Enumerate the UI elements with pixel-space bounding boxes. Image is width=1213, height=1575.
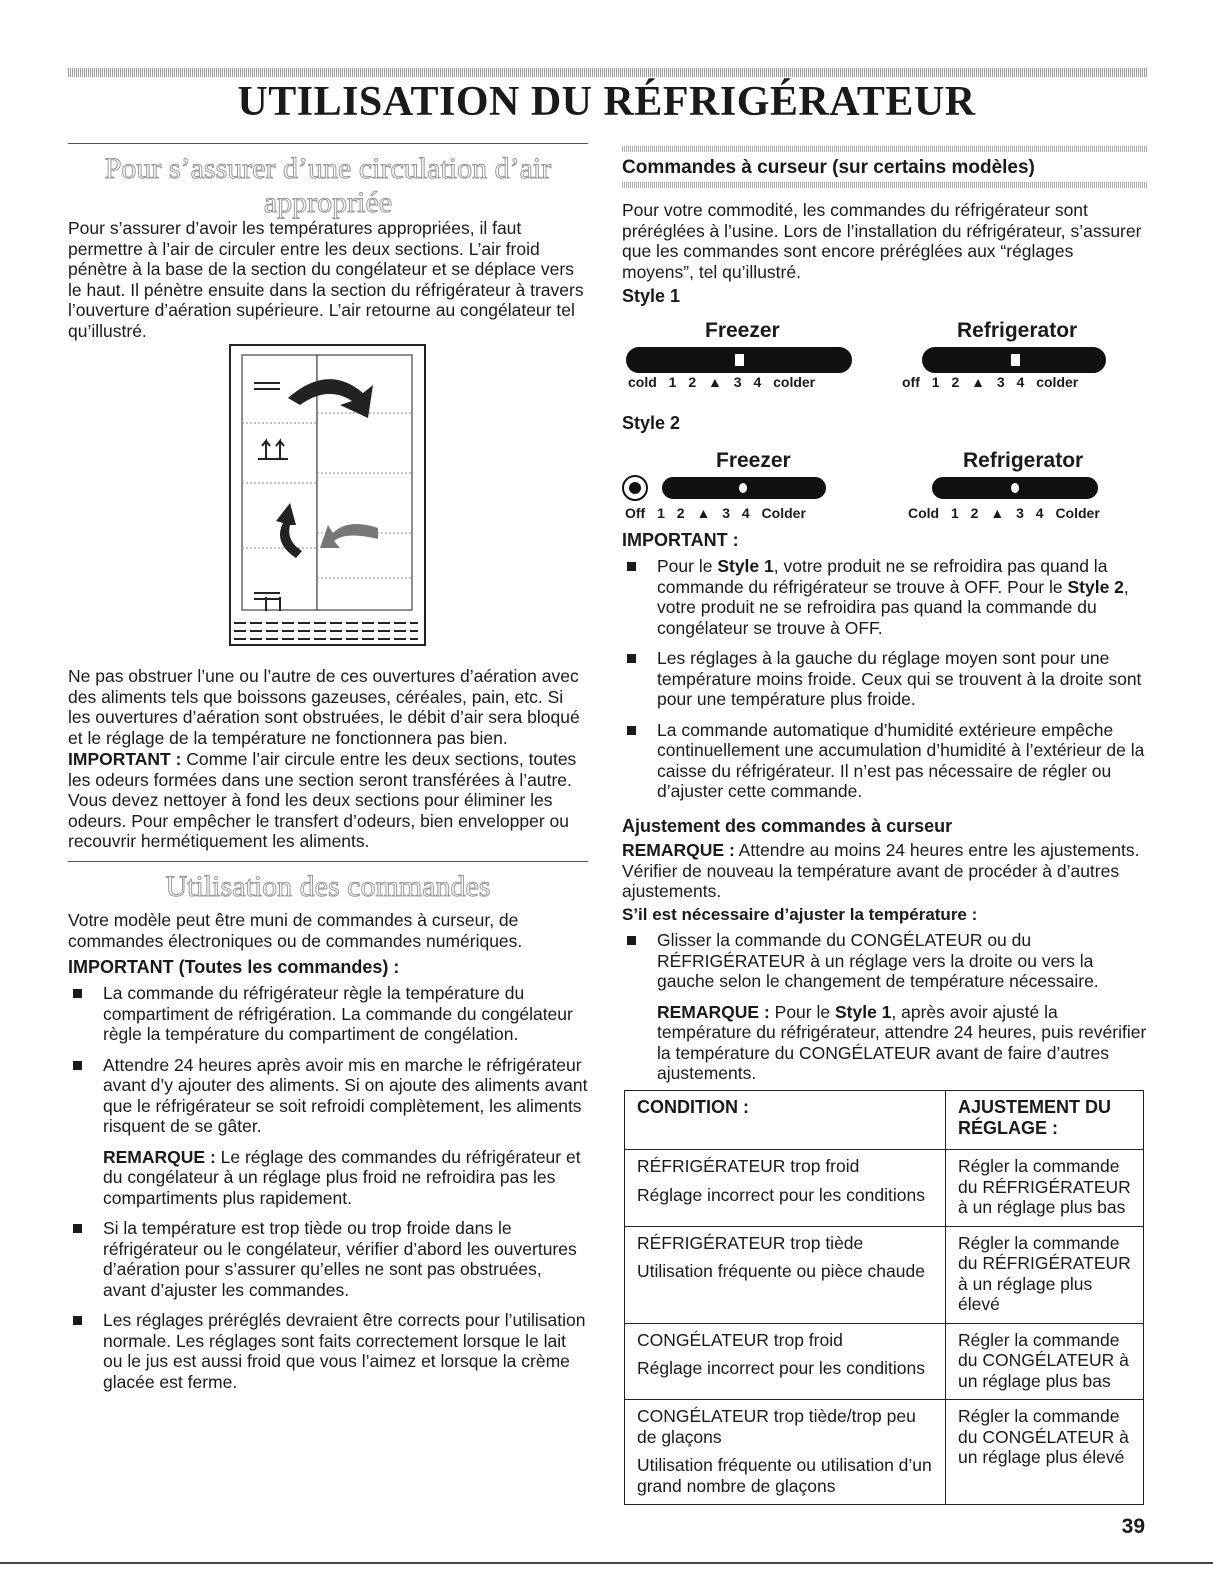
important-all-controls: IMPORTANT (Toutes les commandes) :: [68, 957, 400, 977]
condition-problem: CONGÉLATEUR trop froid: [637, 1329, 843, 1350]
condition-cell: [625, 1226, 946, 1323]
list-item: [622, 720, 1147, 802]
important-text: Comme l’air circule entre les deux sections, toutes les odeurs formées dans une section seront transférées à l’autre. Vous devez nettoyer à fond les deux sections pour éliminer les odeurs. Pour empêcher le transfert d’odeurs, bien envelopper ou recouvrir hermétiquement les aliments.: [68, 749, 577, 851]
important-label: IMPORTANT :: [68, 749, 182, 769]
bullet-icon: [627, 726, 636, 735]
slider-thumb[interactable]: [1011, 483, 1019, 493]
adjustment-cell: Régler la commande du RÉFRIGÉRATEUR à un réglage plus élevé: [946, 1226, 1144, 1323]
list-item-text: Les réglages à la gauche du réglage moyen sont pour une température moins froide. Ceux qui se trouvent à la droite sont pour une température plus froide.: [657, 648, 1142, 709]
remarque-label: REMARQUE :: [622, 840, 735, 860]
remarque-text: Le réglage des commandes du réfrigérateur et du congélateur à un réglage plus froid ne refroidira pas les compartiments plus rapidement.: [103, 1146, 581, 1208]
list-item: [68, 1218, 588, 1300]
remarque-note: [103, 1147, 588, 1209]
section-divider: [68, 861, 588, 862]
slider-thumb[interactable]: [739, 483, 747, 493]
list-item-text: Attendre 24 heures après avoir mis en marche le réfrigérateur avant d’y ajouter des aliments. Si on ajoute des aliments avant que le réfrigérateur se soit refroidi complètement, les aliments risquent de se gâter.: [103, 1054, 588, 1136]
important-label: IMPORTANT :: [622, 530, 739, 550]
adjustment-cell: Régler la commande du RÉFRIGÉRATEUR à un réglage plus bas: [946, 1150, 1144, 1227]
adjustment-cell: Régler la commande du CONGÉLATEUR à un réglage plus bas: [946, 1323, 1144, 1400]
list-item: [68, 1310, 588, 1392]
condition-cell: [625, 1150, 946, 1227]
style2-freezer-slider[interactable]: [662, 477, 826, 499]
remarque-text: Attendre au moins 24 heures entre les ajustements. Vérifier de nouveau la température avant de procéder à d’autres ajustements.: [622, 840, 1140, 901]
bullet-icon: [627, 654, 636, 663]
controls-bullet-list: [68, 983, 588, 1402]
condition-cause: Utilisation fréquente ou utilisation d’un grand nombre de glaçons: [637, 1455, 932, 1496]
bullet-icon: [73, 1316, 82, 1325]
bullet-icon: [627, 936, 636, 945]
list-item-text: La commande du réfrigérateur règle la température du compartiment de réfrigération. La commande du congélateur règle la température du compartiment de congélation.: [103, 983, 573, 1044]
condition-cause: Utilisation fréquente ou pièce chaude: [637, 1261, 925, 1281]
adjust-if-needed: S’il est nécessaire d’ajuster la température :: [622, 905, 978, 924]
condition-problem: RÉFRIGÉRATEUR trop froid: [637, 1156, 860, 1176]
adjustment-cell: Régler la commande du CONGÉLATEUR à un réglage plus élevé: [946, 1400, 1144, 1505]
remarque-label: REMARQUE :: [657, 1001, 770, 1022]
style2-refrigerator-slider[interactable]: [932, 477, 1098, 499]
list-item: [68, 1055, 588, 1209]
section-heading-air-circulation: Pour s’assurer d’une circulation d’air appropriée: [104, 152, 552, 219]
air-circulation-intro: Pour s’assurer d’avoir les températures appropriées, il faut permettre à l’air de circuler entre les deux sections. L’air froid pénètre à la base de la section du congélateur et se déplace vers le haut. Il pénètre ensuite dans la section du réfrigérateur à travers l’ouverture d’aération supérieure. L’air retourne au congélateur tel qu’illustré.: [68, 218, 584, 341]
table-body: [625, 1150, 1144, 1505]
bottom-rule: [0, 1562, 1213, 1564]
table-header-row: [625, 1091, 1144, 1150]
power-button[interactable]: [622, 475, 648, 501]
odor-important: [68, 749, 588, 852]
style1-refrigerator-slider[interactable]: [922, 347, 1106, 373]
adjust-heading: Ajustement des commandes à curseur: [622, 816, 953, 836]
airflow-illustration: [228, 343, 428, 653]
adjust-bullet-list: [622, 930, 1147, 1094]
table-row: [625, 1400, 1144, 1505]
adjust-note: [657, 1002, 1147, 1084]
style1-refrigerator-label: Refrigerator: [957, 319, 1078, 342]
style2-refrigerator-scale: Cold 1 2 ▲ 3 4 Colder: [908, 505, 1100, 521]
list-item: [68, 983, 588, 1045]
style-ref: Style 1: [717, 556, 774, 576]
bullet-icon: [73, 1061, 82, 1070]
style1-freezer-scale: cold 1 2 ▲ 3 4 colder: [628, 374, 816, 390]
adjust-remarque: [622, 840, 1147, 902]
note-text: , après avoir ajusté la température du réfrigérateur, attendre 24 heures, puis revérifier la température du CONGÉLATEUR avant de faire d’autres ajustements.: [657, 1001, 1147, 1083]
style1-freezer-label: Freezer: [705, 319, 780, 342]
style1-refrigerator-scale: off 1 2 ▲ 3 4 colder: [902, 374, 1079, 390]
header-adjustment: AJUSTEMENT DU RÉGLAGE :: [946, 1091, 1144, 1150]
note-text: Pour le: [769, 1001, 835, 1022]
condition-cell: [625, 1323, 946, 1400]
bullet-icon: [627, 562, 636, 571]
condition-problem: RÉFRIGÉRATEUR trop tiède: [637, 1232, 864, 1253]
list-item-text: Si la température est trop tiède ou trop froide dans le réfrigérateur ou le congélateur, vérifier d’abord les ouvertures d’aération pour s’assurer qu’elles ne sont pas obstruées, avant d’ajuster les commandes.: [103, 1218, 577, 1300]
list-item: [622, 930, 1147, 1084]
table-row: [625, 1226, 1144, 1323]
top-decorative-stripe: [68, 68, 1148, 77]
section-divider: [68, 143, 588, 144]
condition-cause: Réglage incorrect pour les conditions: [637, 1358, 925, 1378]
stripe-divider: [622, 146, 1147, 152]
table-row: [625, 1150, 1144, 1227]
remarque-label: REMARQUE :: [103, 1146, 216, 1167]
slider-thumb[interactable]: [735, 354, 744, 366]
adjustment-table: [624, 1090, 1144, 1505]
style2-freezer-label: Freezer: [716, 449, 791, 472]
condition-cause: Réglage incorrect pour les conditions: [637, 1184, 925, 1205]
obstruct-warning: Ne pas obstruer l’une ou l’autre de ces ouvertures d’aération avec des aliments tels que boissons gazeuses, céréales, pain, etc. Si les ouvertures d’aération sont obstruées, le débit d’air sera bloqué et le réglage de la température ne fonctionnera pas bien.: [68, 666, 580, 748]
style2-freezer-scale: Off 1 2 ▲ 3 4 Colder: [625, 505, 806, 521]
table-row: [625, 1323, 1144, 1400]
style2-refrigerator-label: Refrigerator: [963, 449, 1084, 472]
power-icon: [629, 482, 641, 494]
condition-cell: [625, 1400, 946, 1505]
list-item: [622, 648, 1147, 710]
style-2-label: Style 2: [622, 413, 681, 433]
bullet-icon: [73, 989, 82, 998]
slider-controls-heading: Commandes à curseur (sur certains modèles): [622, 157, 1035, 178]
header-condition: CONDITION :: [625, 1091, 946, 1150]
style-ref: Style 2: [1067, 576, 1124, 597]
list-item-text: , votre produit ne se refroidira pas quand la commande du réfrigérateur se trouve à OFF. Pour le: [657, 556, 1108, 597]
list-item-text: Glisser la commande du CONGÉLATEUR ou du RÉFRIGÉRATEUR à un réglage vers la droite ou vers la gauche selon le changement de température nécessaire.: [657, 930, 1099, 991]
list-item-text: Les réglages préréglés devraient être corrects pour l’utilisation normale. Les réglages sont faits correctement lorsque le lait ou le jus est aussi froid que vous l’aimez et lorsque la crème glacée est ferme.: [103, 1310, 586, 1392]
bullet-icon: [73, 1224, 82, 1233]
controls-intro: Votre modèle peut être muni de commandes à curseur, de commandes électroniques ou de commandes numériques.: [68, 910, 523, 951]
list-item: [622, 556, 1147, 638]
important-bullet-list: [622, 556, 1147, 812]
page-number: 39: [1121, 1515, 1145, 1538]
style1-freezer-slider[interactable]: [626, 347, 852, 373]
section-heading-controls: Utilisation des commandes: [165, 870, 491, 903]
style-1-label: Style 1: [622, 286, 681, 306]
slider-thumb[interactable]: [1011, 354, 1020, 366]
condition-problem: CONGÉLATEUR trop tiède/trop peu de glaçons: [637, 1406, 916, 1447]
stripe-divider: [622, 182, 1147, 188]
list-item-text: , votre produit ne se refroidira pas quand la commande du congélateur se trouve à OFF.: [657, 576, 1129, 638]
list-item-text: Pour le: [657, 556, 718, 576]
list-item-text: La commande automatique d’humidité extérieure empêche continuellement une accumulation d’humidité à l’extérieur de la caisse du réfrigérateur. Il n’est pas nécessaire de régler ou d’ajuster cette commande.: [657, 719, 1145, 801]
slider-intro: Pour votre commodité, les commandes du réfrigérateur sont préréglées à l’usine. Lors de l’installation du réfrigérateur, s’assurer que les commandes sont encore préréglées aux “réglages moyens”, tel qu’illustré.: [622, 200, 1142, 282]
style-ref: Style 1: [834, 1001, 892, 1022]
page-title: UTILISATION DU RÉFRIGÉRATEUR: [237, 79, 976, 125]
